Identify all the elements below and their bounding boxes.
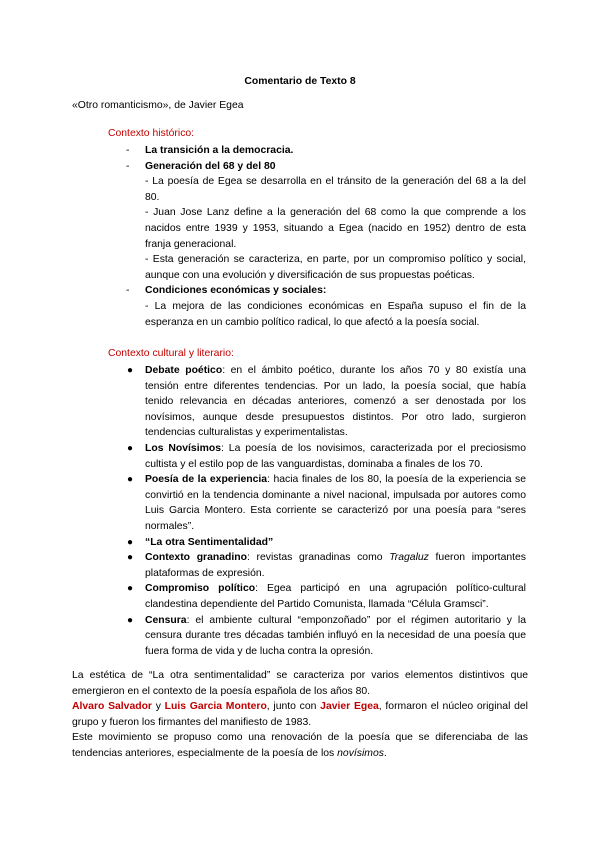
closing-paragraph-2 <box>72 699 528 730</box>
item-term: Debate poético <box>145 365 223 376</box>
list-item <box>126 535 526 551</box>
bullet-icon: ● <box>127 583 134 595</box>
bullet-icon: ● <box>127 536 134 548</box>
list-item <box>126 613 526 660</box>
item-text: : La poesía de los novisimos, caracterizada por el preciosismo cultista y el estilo pop de las vanguardistas, dominaba a finales de los 70. <box>145 442 526 470</box>
list-item <box>126 550 526 581</box>
connector-text: y <box>151 701 165 713</box>
author-name: Javier Egea <box>320 701 379 713</box>
item-text: : revistas granadinas como <box>246 552 390 564</box>
list-item <box>126 441 526 472</box>
item-term: Poesía de la experiencia <box>145 474 268 486</box>
subtitle: «Otro romanticismo», de Javier Egea <box>72 100 244 111</box>
sub-paragraph: - Juan Jose Lanz define a la generación del 68 como la que comprende a los nacidos entre 1939 y 1953, situando a Egea (nacido en 1952) dentro de esta franja generacional. <box>145 207 526 250</box>
item-label: Condiciones económicas y sociales: <box>145 285 327 297</box>
list-item <box>126 159 526 284</box>
item-label: Generación del 68 y del 80 <box>145 160 276 172</box>
item-italic: Tragaluz <box>389 552 429 564</box>
item-label: La transición a la democracia. <box>145 145 294 156</box>
item-term: Compromiso político <box>145 583 256 595</box>
italic-term: novísimos <box>337 747 384 759</box>
item-text: : Egea participó en una agrupación político-cultural clandestina dependiente del Partido Comunista, llamada “Célula Gramsci”. <box>145 583 526 610</box>
bullet-icon: ● <box>127 552 134 564</box>
page-title: Comentario de Texto 8 <box>244 76 356 87</box>
closing-paragraph-3 <box>72 730 528 761</box>
historical-heading: Contexto histórico: <box>108 128 195 139</box>
list-item <box>126 283 526 330</box>
paragraph-text: , formaron el núcleo original del grupo y fueron los firmantes del manifiesto de 1983. <box>72 701 528 728</box>
paragraph-text: Este movimiento se propuso como una renovación de la poesía que se diferenciaba de las tendencias anteriores, especialmente de la poesía de los <box>72 732 528 759</box>
list-item <box>126 143 526 159</box>
dash-marker: - <box>126 285 130 297</box>
sub-paragraph: - La mejora de las condiciones económicas en España supuso el fin de la esperanza en un cambio político radical, lo que afectó a la poesía social. <box>145 300 526 328</box>
cultural-list <box>126 363 526 659</box>
item-term: Contexto granadino <box>145 552 247 564</box>
item-term: Censura <box>145 614 187 626</box>
item-text: : en el ámbito poético, durante los años 70 y 80 existía una tensión entre diferentes tendencias. Por un lado, la poesía social, que había tenido relevancia en décadas anteriores, comenzó a ser denostada por los novísimos, aunque desde presupuestos distintos. Por otro lado, surgieron tendencias culturalistas y experimentalistas. <box>145 365 526 439</box>
item-term: Los Novísimos <box>145 442 221 454</box>
list-item <box>126 581 526 612</box>
list-item <box>126 472 526 534</box>
closing-text <box>72 668 528 762</box>
dash-marker: - <box>126 145 130 156</box>
bullet-icon: ● <box>127 365 134 376</box>
historical-list <box>126 143 526 330</box>
item-text: : el ambiente cultural “emponzoñado” por el régimen autoritario y la censura durante tres décadas también influyó en la necesidad de una poesía que fuera forma de vida y de lucha contra la opresión. <box>145 614 526 657</box>
item-term: “La otra Sentimentalidad” <box>145 536 274 548</box>
cultural-heading: Contexto cultural y literario: <box>108 348 234 359</box>
item-text: : hacia finales de los 80, la poesía de la experiencia se convirtió en la tendencia dominante a nivel nacional, impulsada por autores como Luis Garcia Montero. Esta corriente se caracterizó por una poesía para “seres normales”. <box>145 474 526 532</box>
bullet-icon: ● <box>127 442 134 454</box>
sub-paragraph: - Esta generación se caracteriza, en parte, por un compromiso político y social, aunque con una evolución y diversificación de sus propuestas poéticas. <box>145 254 526 281</box>
bullet-icon: ● <box>127 614 134 626</box>
connector-text: , junto con <box>266 701 321 713</box>
list-item <box>126 363 526 441</box>
sub-paragraph: - La poesía de Egea se desarrolla en el tránsito de la generación del 68 a la del 80. <box>145 176 526 203</box>
paragraph-text: . <box>383 747 387 759</box>
author-name: Luis Garcia Montero <box>164 701 267 713</box>
author-name: Alvaro Salvador <box>72 701 152 713</box>
closing-paragraph-1: La estética de “La otra sentimentalidad” se caracteriza por varios elementos distintivos que emergieron en el contexto de la poesía española de los años 80. <box>72 670 528 697</box>
dash-marker: - <box>126 160 130 172</box>
bullet-icon: ● <box>127 474 134 486</box>
item-text: fueron importantes plataformas de expresión. <box>145 552 526 579</box>
